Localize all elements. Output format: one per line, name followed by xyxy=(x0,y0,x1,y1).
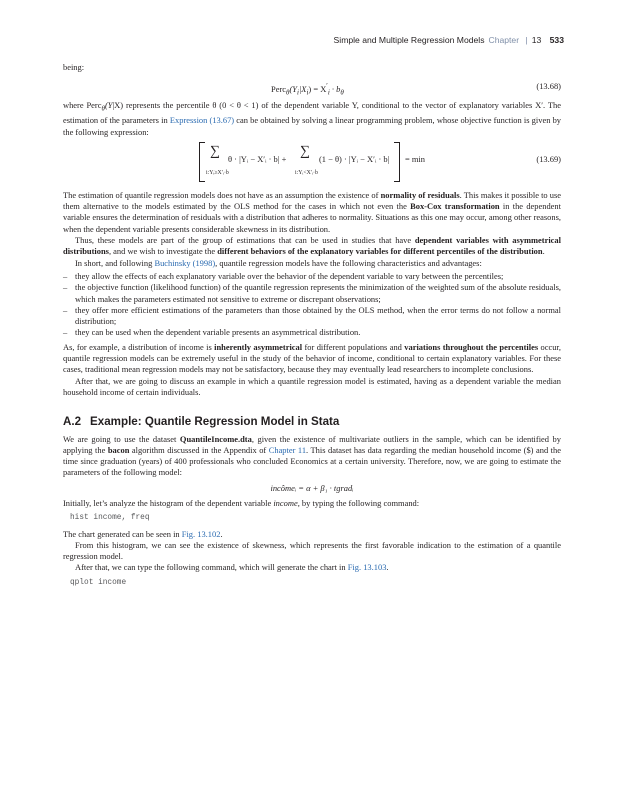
link-fig-13-102[interactable]: Fig. 13.102 xyxy=(181,528,221,539)
paragraph-percentile-definition: where Perc$_\theta$(Y|X) represents the percentile θ (0 < θ < 1) of the dependent variable Y, conditional to the vector of explanatory variables X′. The estimation of the parameters in Expression (13.67) can be obtained by solving a linear programming problem, whose objective function is given by the following expression: xyxy=(63,100,562,137)
summation-2: ∑ xyxy=(300,143,310,159)
summation-1-term: θ · |Yᵢ − X′ᵢ · b| + xyxy=(228,153,287,164)
paragraph-after-that: After that, we are going to discuss an example in which a quantile regression model is estimated, having as a dependent variable the median household income of certain individuals. xyxy=(63,375,561,397)
paragraph-skewness: From this histogram, we can see the existence of skewness, which represents the first favorable indication to the estimation of a quantile regression model. xyxy=(63,539,561,562)
paragraph-next-command: After that, we can type the following command, which will generate the chart in Fig. 13.103. xyxy=(75,562,389,573)
equation-13-68 xyxy=(63,77,561,97)
equation-13-69 xyxy=(63,142,561,184)
link-expression-13-67[interactable]: Expression (13.67) xyxy=(169,115,235,126)
advantages-list xyxy=(63,271,561,339)
link-fig-13-103[interactable]: Fig. 13.103 xyxy=(347,562,387,573)
summation-1-index: i:Yᵢ≥X′ᵢ·b xyxy=(206,169,229,176)
running-title: Simple and Multiple Regression Models xyxy=(333,35,485,45)
right-bracket xyxy=(394,142,400,182)
list-item: – they allow the effects of each explanatory variable over the behavior of the dependent variable to vary between the percentiles; xyxy=(63,271,561,282)
page-body xyxy=(63,62,561,593)
list-item: – the objective function (likelihood function) of the quantile regression represents the minimization of the weighted sum of the absolute residuals, which makes the parameters estimated not sensitive to extreme or discrepant observations; xyxy=(63,282,561,305)
paragraph-normality: The estimation of quantile regression models does not have as an assumption the existence of normality of residuals. This makes it possible to use them alternative to the models estimated by the OLS method for the cases in which not even the Box-Cox transformation in the dependent variable ensures the determination of residuals with a distribution that adheres to normality. Situations as this one may occur, among other reasons, when the dependent variable presents considerable skewness in its distribution. xyxy=(63,189,561,234)
chapter-label: Chapter xyxy=(488,35,520,45)
intro-text: being: xyxy=(63,62,85,72)
paragraph-chart-generated: The chart generated can be seen in Fig. 13.102. xyxy=(63,528,223,539)
chapter-number: 13 xyxy=(531,35,542,45)
paragraph-asymmetrical: Thus, these models are part of the group of estimations that can be used in studies that have dependent variables with asymmetrical distributions, and we wish to investigate the different behaviors of the explanatory variables for different percentiles of the distribution. xyxy=(63,235,561,257)
section-heading xyxy=(63,416,561,427)
code-hist-command: hist income, freq xyxy=(70,514,150,523)
summation-2-term: (1 − θ) · |Yᵢ − X′ᵢ · b| xyxy=(319,153,390,164)
summation-1: ∑ xyxy=(210,143,220,159)
chapter-separator: | xyxy=(525,35,528,45)
link-buchinsky-1998[interactable]: Buchinsky (1998) xyxy=(154,257,216,268)
page-number: 533 xyxy=(549,35,564,45)
section-number: A.2 xyxy=(63,415,82,429)
summation-2-index: i:Yᵢ<X′ᵢ·b xyxy=(295,169,318,176)
running-header xyxy=(334,35,564,45)
paragraph-buchinsky: In short, and following Buchinsky (1998), quantile regression models have the following characteristics and advantages: xyxy=(75,257,482,268)
equation-13-69-rhs: = min xyxy=(405,153,425,164)
list-item: – they offer more efficient estimations of the parameters than those obtained by the OLS method, when the error terms do not follow a normal distribution; xyxy=(63,305,561,328)
equation-13-68-number: (13.68) xyxy=(536,81,561,92)
equation-13-69-number: (13.69) xyxy=(536,153,561,164)
equation-13-68-content: $Perc_\theta(Y_i|X_i) = X'_i \cdot b_\theta$ xyxy=(271,82,344,97)
model-equation: incômeᵢ = α + β₁ · tgradᵢ xyxy=(270,482,354,493)
code-qplot-command: qplot income xyxy=(70,578,127,587)
paragraph-histogram-intro: Initially, let’s analyze the histogram of the dependent variable income, by typing the following command: xyxy=(63,498,420,508)
paragraph-income-example: As, for example, a distribution of income is inherently asymmetrical for different populations and variations throughout the percentiles occur, quantile regression models can be extremely useful in the study of the behavior of income, conditional to certain explanatory variables. For these cases, traditional mean regression models may not be satisfactory, because they may eventually lead researchers to incomplete conclusions. xyxy=(63,341,562,375)
paragraph-dataset: We are going to use the dataset QuantileIncome.dta, given the existence of multivariate outliers in the sample, which can be identified by applying the bacon algorithm discussed in the Appendix of Chapter 11. This dataset has data regarding the median household income ($) and the time since graduation (years) of 400 professionals who concluded Economics at a certain university. Therefore, now, we are going to estimate the parameters of the following model: xyxy=(63,433,561,478)
section-title: Example: Quantile Regression Model in Stata xyxy=(90,415,340,429)
link-chapter-11[interactable]: Chapter 11 xyxy=(268,444,307,455)
left-bracket xyxy=(199,142,205,182)
list-item: – they can be used when the dependent variable presents an asymmetrical distribution. xyxy=(63,327,561,338)
